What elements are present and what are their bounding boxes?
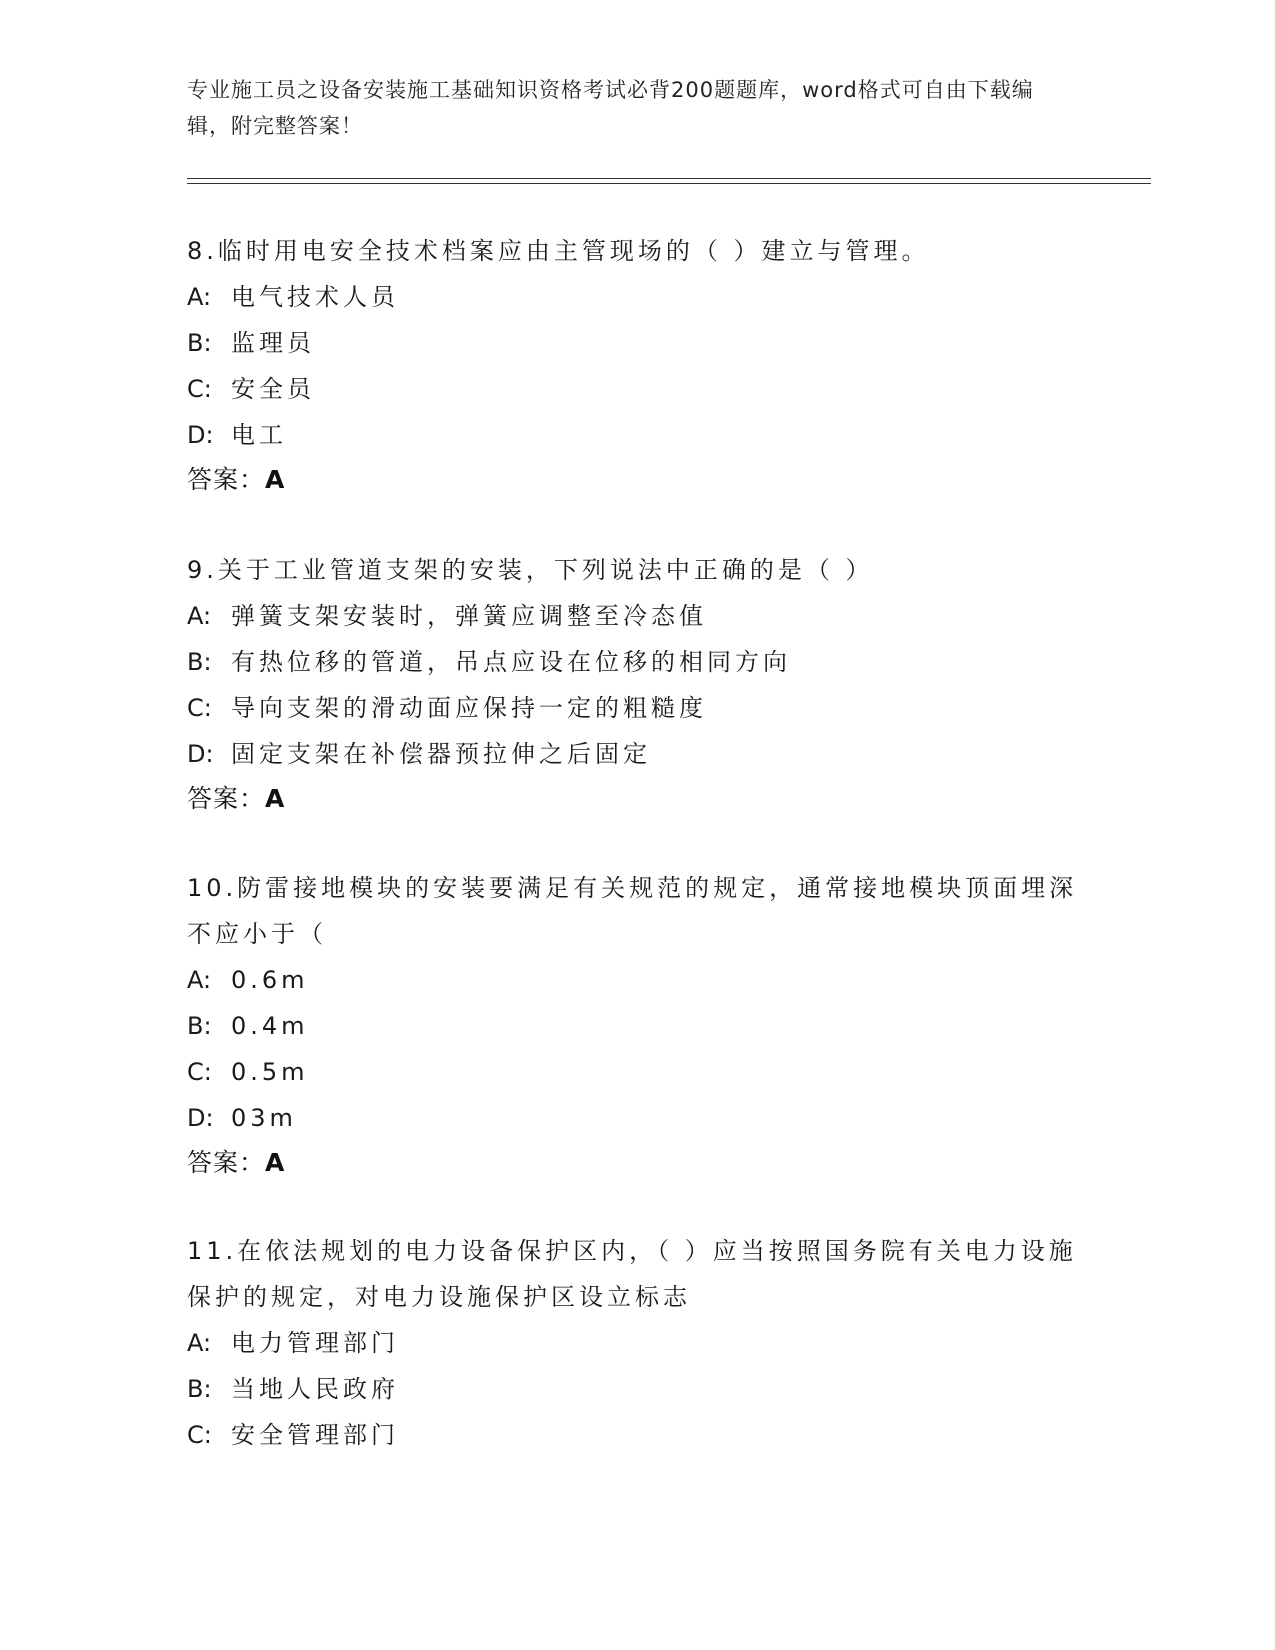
option-text: 导向支架的滑动面应保持一定的粗糙度	[231, 694, 707, 722]
option-letter: B:	[187, 648, 212, 676]
question-8	[187, 228, 1087, 502]
answer-value: A	[265, 465, 286, 494]
answer-line	[187, 777, 1087, 821]
option-letter: A:	[187, 1329, 212, 1357]
option-d	[187, 731, 1087, 777]
question-11	[187, 1228, 1087, 1458]
option-a	[187, 274, 1087, 320]
answer-label: 答案：	[187, 1148, 266, 1177]
option-text: 电力管理部门	[231, 1329, 399, 1357]
option-letter: B:	[187, 1012, 212, 1040]
option-text: 03m	[231, 1104, 297, 1132]
option-text: 当地人民政府	[231, 1375, 399, 1403]
question-10	[187, 865, 1087, 1185]
option-text: 电工	[231, 421, 287, 449]
answer-line	[187, 458, 1087, 502]
option-letter: D:	[187, 740, 214, 768]
option-text: 安全管理部门	[231, 1421, 399, 1449]
answer-value: A	[265, 784, 286, 813]
answer-label: 答案：	[187, 784, 266, 813]
question-text: 9.关于工业管道支架的安装，下列说法中正确的是（ ）	[187, 556, 874, 584]
option-letter: A:	[187, 283, 212, 311]
option-letter: A:	[187, 602, 212, 630]
option-d	[187, 412, 1087, 458]
option-text: 固定支架在补偿器预拉伸之后固定	[231, 740, 651, 768]
option-text: 弹簧支架安装时，弹簧应调整至冷态值	[231, 602, 707, 630]
option-text: 安全员	[231, 375, 315, 403]
answer-value: A	[265, 1148, 286, 1177]
option-letter: C:	[187, 1421, 212, 1449]
option-a	[187, 957, 1087, 1003]
option-letter: D:	[187, 1104, 214, 1132]
option-a	[187, 1320, 1087, 1366]
document-header: 专业施工员之设备安装施工基础知识资格考试必背200题题库，word格式可自由下载编辑，附完整答案！	[187, 78, 1034, 138]
option-c	[187, 685, 1087, 731]
question-text: 8.临时用电安全技术档案应由主管现场的（ ）建立与管理。	[187, 237, 930, 265]
option-text: 电气技术人员	[231, 283, 399, 311]
option-c	[187, 1049, 1087, 1095]
option-letter: C:	[187, 375, 212, 403]
option-text: 0.5m	[231, 1058, 309, 1086]
option-c	[187, 1412, 1087, 1458]
option-b	[187, 1366, 1087, 1412]
question-text: 10.防雷接地模块的安装要满足有关规范的规定，通常接地模块顶面埋深不应小于（	[187, 874, 1078, 948]
option-text: 有热位移的管道，吊点应设在位移的相同方向	[231, 648, 791, 676]
option-letter: D:	[187, 421, 214, 449]
question-text: 11.在依法规划的电力设备保护区内，（ ）应当按照国务院有关电力设施保护的规定，对电力设施保护区设立标志	[187, 1237, 1077, 1311]
option-text: 0.6m	[231, 966, 309, 994]
option-text: 0.4m	[231, 1012, 309, 1040]
option-b	[187, 639, 1087, 685]
option-b	[187, 320, 1087, 366]
option-letter: C:	[187, 694, 212, 722]
question-9	[187, 547, 1087, 821]
option-b	[187, 1003, 1087, 1049]
answer-label: 答案：	[187, 465, 266, 494]
option-a	[187, 593, 1087, 639]
option-c	[187, 366, 1087, 412]
option-d	[187, 1095, 1087, 1141]
option-letter: C:	[187, 1058, 212, 1086]
option-text: 监理员	[231, 329, 315, 357]
option-letter: B:	[187, 329, 212, 357]
header-divider-double	[187, 183, 1151, 184]
header-divider	[187, 178, 1151, 179]
option-letter: B:	[187, 1375, 212, 1403]
option-letter: A:	[187, 966, 212, 994]
answer-line	[187, 1141, 1087, 1185]
